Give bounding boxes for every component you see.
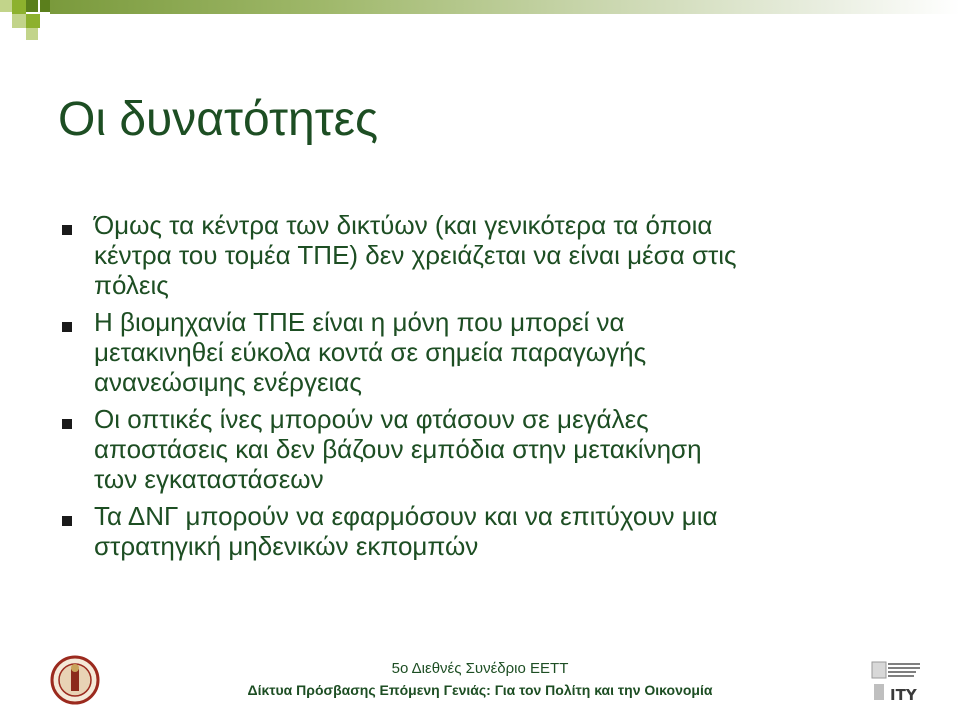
slide-title: Οι δυνατότητες: [58, 93, 379, 146]
bullet-text: Τα ΔΝΓ μπορούν να εφαρμόσουν και να επιτύχουν μια στρατηγική μηδενικών εκπομπών: [94, 501, 718, 561]
deco-square: [12, 14, 26, 28]
bullet-text: Οι οπτικές ίνες μπορούν να φτάσουν σε μεγάλες αποστάσεις και δεν βάζουν εμπόδια στην μετακίνηση των εγκαταστάσεων: [94, 404, 702, 494]
cti-logo-text: ΙΤΥ: [890, 686, 917, 704]
deco-square: [12, 0, 26, 14]
bullet-item: [62, 210, 932, 300]
square-bullet-icon: [62, 322, 72, 332]
footer-conference: 5ο Διεθνές Συνέδριο ΕΕΤΤ: [391, 660, 569, 677]
deco-square: [26, 14, 40, 28]
deco-square: [40, 0, 50, 12]
deco-square: [0, 0, 12, 12]
top-gradient-strip: [50, 0, 960, 14]
top-decoration-bar: [0, 0, 960, 16]
bullet-text: Η βιομηχανία ΤΠΕ είναι η μόνη που μπορεί να μετακινηθεί εύκολα κοντά σε σημεία παραγωγής ανανεώσιμης ενέργειας: [94, 307, 647, 397]
bullet-item: [62, 501, 932, 561]
square-bullet-icon: [62, 225, 72, 235]
deco-square: [26, 0, 38, 12]
cti-logo-icon: [870, 656, 922, 704]
footer-subtitle: Δίκτυα Πρόσβασης Επόμενη Γενιάς: Για τον Πολίτη και την Οικονομία: [247, 682, 713, 698]
square-bullet-icon: [62, 419, 72, 429]
bullet-item: [62, 307, 932, 397]
deco-square: [26, 28, 38, 40]
bullet-list: [62, 210, 932, 568]
bullet-item: [62, 404, 932, 494]
bullet-text: Όμως τα κέντρα των δικτύων (και γενικότερα τα όποια κέντρα του τομέα ΤΠΕ) δεν χρειάζεται να είναι μέσα στις πόλεις: [94, 210, 737, 300]
square-bullet-icon: [62, 516, 72, 526]
